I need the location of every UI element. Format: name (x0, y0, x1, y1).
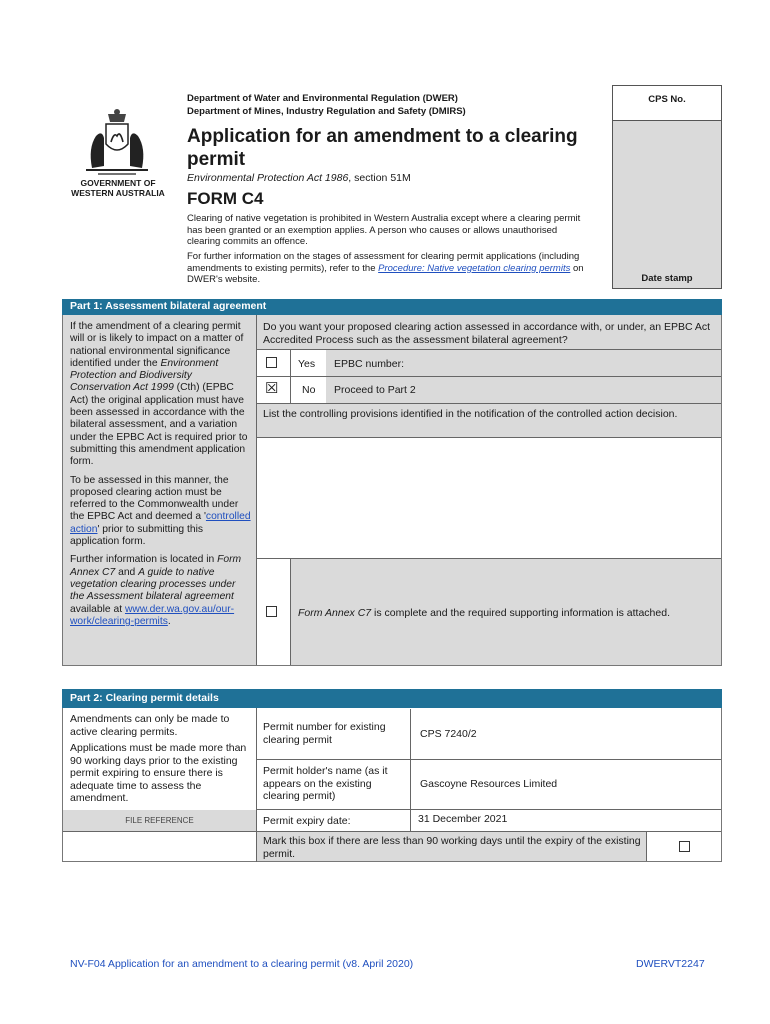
annex-statement (298, 607, 670, 620)
expiry-date-label: Permit expiry date: (263, 815, 351, 827)
annex-rest: is complete and the required supporting information is attached. (371, 607, 670, 619)
department-names (187, 92, 466, 118)
intro-offence-text: Clearing of native vegetation is prohibited in Western Australia except where a clearing permit has been granted or an exemption applies. A person who causes or allows unauthorised clearing commits an offence. (187, 213, 581, 247)
footer-document-id: DWERVT2247 (636, 958, 705, 970)
permit-number-label: Permit number for existing clearing permit (263, 721, 386, 746)
clearing-permits-link[interactable]: www.der.wa.gov.au/our-work/clearing-permits (70, 603, 235, 627)
active-permits-note: Amendments can only be made to active clearing permits. (70, 713, 230, 738)
guidance-p2-a: To be assessed in this manner, the proposed clearing action must be referred to the Commonwealth under the EPBC Act and deemed a ' (70, 474, 239, 523)
crest-label-line2: WESTERN AUSTRALIA (71, 188, 165, 198)
procedure-link[interactable]: Procedure: Native vegetation clearing permits (378, 262, 571, 274)
part1-heading: Part 1: Assessment bilateral agreement (62, 299, 722, 315)
yes-label: Yes (298, 358, 316, 370)
row-divider (257, 759, 721, 760)
guidance-p3-end: . (167, 615, 171, 627)
part2-guidance-text (70, 713, 250, 805)
intro-text-b: on DWER's website. (187, 262, 584, 285)
department-dmirs: Department of Mines, Industry Regulation and Safety (DMIRS) (187, 106, 466, 117)
guidance-para-3 (70, 554, 252, 628)
cps-number-label: CPS No. (613, 86, 721, 121)
permit-holder-value[interactable]: Gascoyne Resources Limited (420, 778, 558, 790)
crest-label (70, 178, 166, 198)
row-divider (257, 809, 721, 810)
part1-guidance-text (70, 321, 252, 628)
date-stamp-label: Date stamp (641, 273, 693, 284)
controlling-provisions-input[interactable] (257, 438, 721, 558)
part2-heading: Part 2: Clearing permit details (62, 689, 722, 708)
no-checkbox[interactable]: ☒ (265, 380, 279, 397)
row-divider (290, 377, 291, 403)
guidance-para-1 (70, 321, 252, 469)
proceed-label: Proceed to Part 2 (334, 384, 416, 396)
guidance-p2-b: ' prior to submitting this application form. (70, 523, 204, 548)
file-reference-label: FILE REFERENCE (125, 816, 194, 825)
guide-title-ref: A guide to native vegetation clearing processes under the Assessment bilateral agreement (70, 566, 236, 603)
form-annex-c7-ref: Form Annex C7 (70, 554, 242, 578)
epbc-question: Do you want your proposed clearing action assessed in accordance with, or under, an EPBC Act Accredited Process such as the assessment bilateral agreement? (263, 321, 711, 346)
title-line1: Application for an amendment to a clearing (187, 126, 578, 147)
cps-box (612, 85, 722, 289)
column-divider (410, 810, 411, 831)
annex-name: Form Annex C7 (298, 607, 372, 619)
form-number: FORM C4 (187, 189, 264, 208)
date-stamp-area[interactable] (613, 121, 721, 288)
controlled-action-link[interactable]: controlled action (70, 511, 251, 535)
act-section: , section 51M (348, 172, 411, 184)
ninety-days-note: Applications must be made more than 90 working days prior to the existing permit expiring to ensure there is adequate time to assess the amendment. (70, 742, 247, 804)
row-divider (290, 350, 291, 376)
act-reference (187, 172, 411, 185)
epbc-number-label: EPBC number: (334, 358, 405, 370)
guidance-p3-b: available at (70, 603, 125, 615)
act-name: Environmental Protection Act 1986 (187, 172, 349, 184)
intro-further-info (187, 251, 592, 286)
crest-icon (78, 108, 156, 178)
annex-complete-checkbox[interactable] (266, 606, 277, 617)
less-than-90-days-checkbox[interactable] (679, 841, 690, 852)
guidance-p1-b: (Cth) (EPBC Act) the original application must have been assessed in accordance with the bilateral assessment, and a variation under the EPBC Act is required prior to submitting this amendment application form. (70, 382, 248, 468)
title-line2: permit (187, 149, 246, 170)
department-dwer: Department of Water and Environmental Regulation (DWER) (187, 93, 458, 104)
guidance-p3-a: Further information is located in (70, 554, 218, 566)
no-label: No (302, 384, 316, 396)
crest-label-line1: GOVERNMENT OF (80, 178, 156, 188)
intro-text-a: For further information on the stages of assessment for clearing permit applications (including amendments to existing permits), refer to the (187, 251, 580, 274)
expiry-date-value[interactable]: 31 December 2021 (418, 813, 508, 825)
permit-number-value[interactable]: CPS 7240/2 (420, 728, 477, 740)
wa-government-crest (78, 108, 156, 178)
page-title (187, 125, 578, 171)
permit-holder-label: Permit holder's name (as it appears on the existing clearing permit) (263, 765, 388, 802)
file-reference-input[interactable] (63, 832, 256, 861)
epbc-act-name: Environment Protection and Biodiversity Conservation Act 1999 (70, 357, 219, 394)
less-than-90-days-label: Mark this box if there are less than 90 working days until the expiry of the existing permit. (263, 835, 641, 860)
guidance-p1-a: If the amendment of a clearing permit will or is likely to impact on a matter of national environmental significance identified under the (70, 321, 244, 369)
guidance-para-2 (70, 475, 252, 549)
footer-form-reference: NV-F04 Application for an amendment to a clearing permit (v8. April 2020) (70, 958, 414, 970)
controlling-provisions-question: List the controlling provisions identified in the notification of the controlled action decision. (263, 408, 678, 420)
guidance-p3-mid: and (115, 566, 139, 578)
yes-checkbox[interactable] (266, 357, 277, 368)
